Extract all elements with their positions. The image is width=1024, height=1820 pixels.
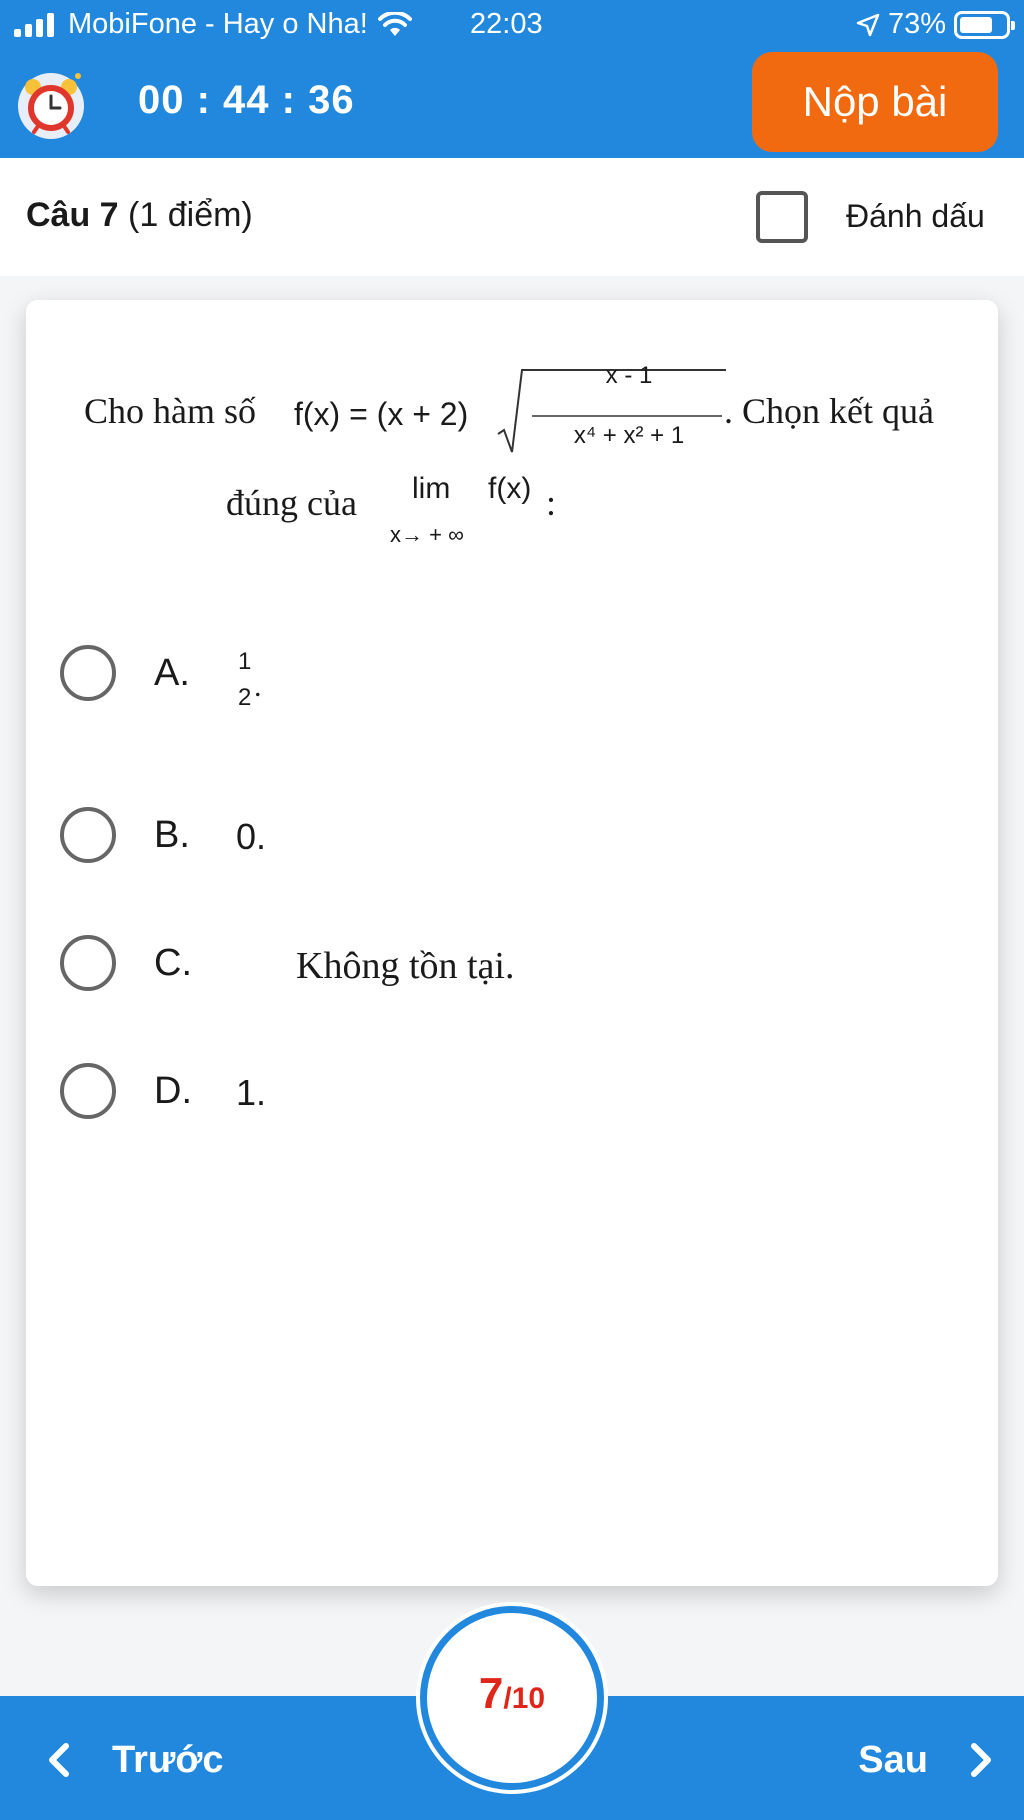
carrier-name: MobiFone - Hay o Nha! [68,8,368,40]
question-after: . Chọn kết quả [724,391,934,431]
radio-a[interactable] [60,645,116,701]
mark-checkbox[interactable] [756,191,808,243]
next-label: Sau [858,1738,928,1781]
option-d-letter: D. [154,1070,192,1112]
radio-d[interactable] [60,1063,116,1119]
signal-icon [14,13,58,37]
page-total: /10 [503,1682,546,1715]
battery-percent: 73% [887,8,946,40]
next-button[interactable] [858,1730,996,1790]
page-indicator [427,1669,597,1719]
question-line-1 [84,350,944,460]
countdown-timer: 00 : 44 : 36 [138,78,355,122]
page-current: 7 [478,1669,504,1718]
option-a-denominator: 2 [238,684,252,711]
limit-word: lim [412,472,451,505]
fraction-numerator: x - 1 [605,362,653,389]
chevron-left-icon [44,1742,72,1778]
option-c-letter: C. [154,942,192,984]
battery-icon [954,11,1010,39]
limit-function: f(x) [488,472,532,505]
alarm-clock-icon [14,66,88,140]
wifi-icon [378,12,412,38]
question-text [84,350,944,560]
question-intro: Cho hàm số [84,391,257,431]
battery-fill [960,17,992,33]
prev-button[interactable] [44,1730,224,1790]
question-line2-text: đúng của [226,483,357,523]
question-number: Câu 7 [26,196,119,234]
status-left [14,8,412,41]
question-points: (1 điểm) [128,196,253,234]
option-a-letter: A. [154,652,190,694]
option-a[interactable] [60,640,960,710]
option-b[interactable] [60,802,960,872]
question-title [26,196,253,235]
line2-end: : [546,483,557,523]
option-d-text: 1. [236,1072,267,1113]
option-b-letter: B. [154,814,190,856]
question-header [0,158,1024,276]
chevron-right-icon [968,1742,996,1778]
status-right [856,8,1010,41]
option-a-text: . [254,670,262,703]
submit-button[interactable]: Nộp bài [752,52,998,152]
option-b-text: 0. [236,816,267,857]
mark-label: Đánh dấu [846,198,985,234]
page-indicator-circle[interactable] [420,1606,604,1790]
formula-lhs: f(x) = (x + 2) [294,396,469,432]
fraction-denominator: x⁴ + x² + 1 [573,422,685,449]
option-d[interactable] [60,1058,960,1128]
option-c-text: Không tồn tại. [296,945,515,987]
option-a-numerator: 1 [238,648,252,675]
question-line-2 [84,460,944,560]
radio-b[interactable] [60,807,116,863]
limit-subscript: x→ + ∞ [390,522,464,547]
status-time: 22:03 [470,8,543,40]
status-bar [0,0,1024,50]
location-arrow-icon [856,13,880,37]
radio-c[interactable] [60,935,116,991]
option-c[interactable] [60,930,960,1000]
prev-label: Trước [112,1738,224,1781]
